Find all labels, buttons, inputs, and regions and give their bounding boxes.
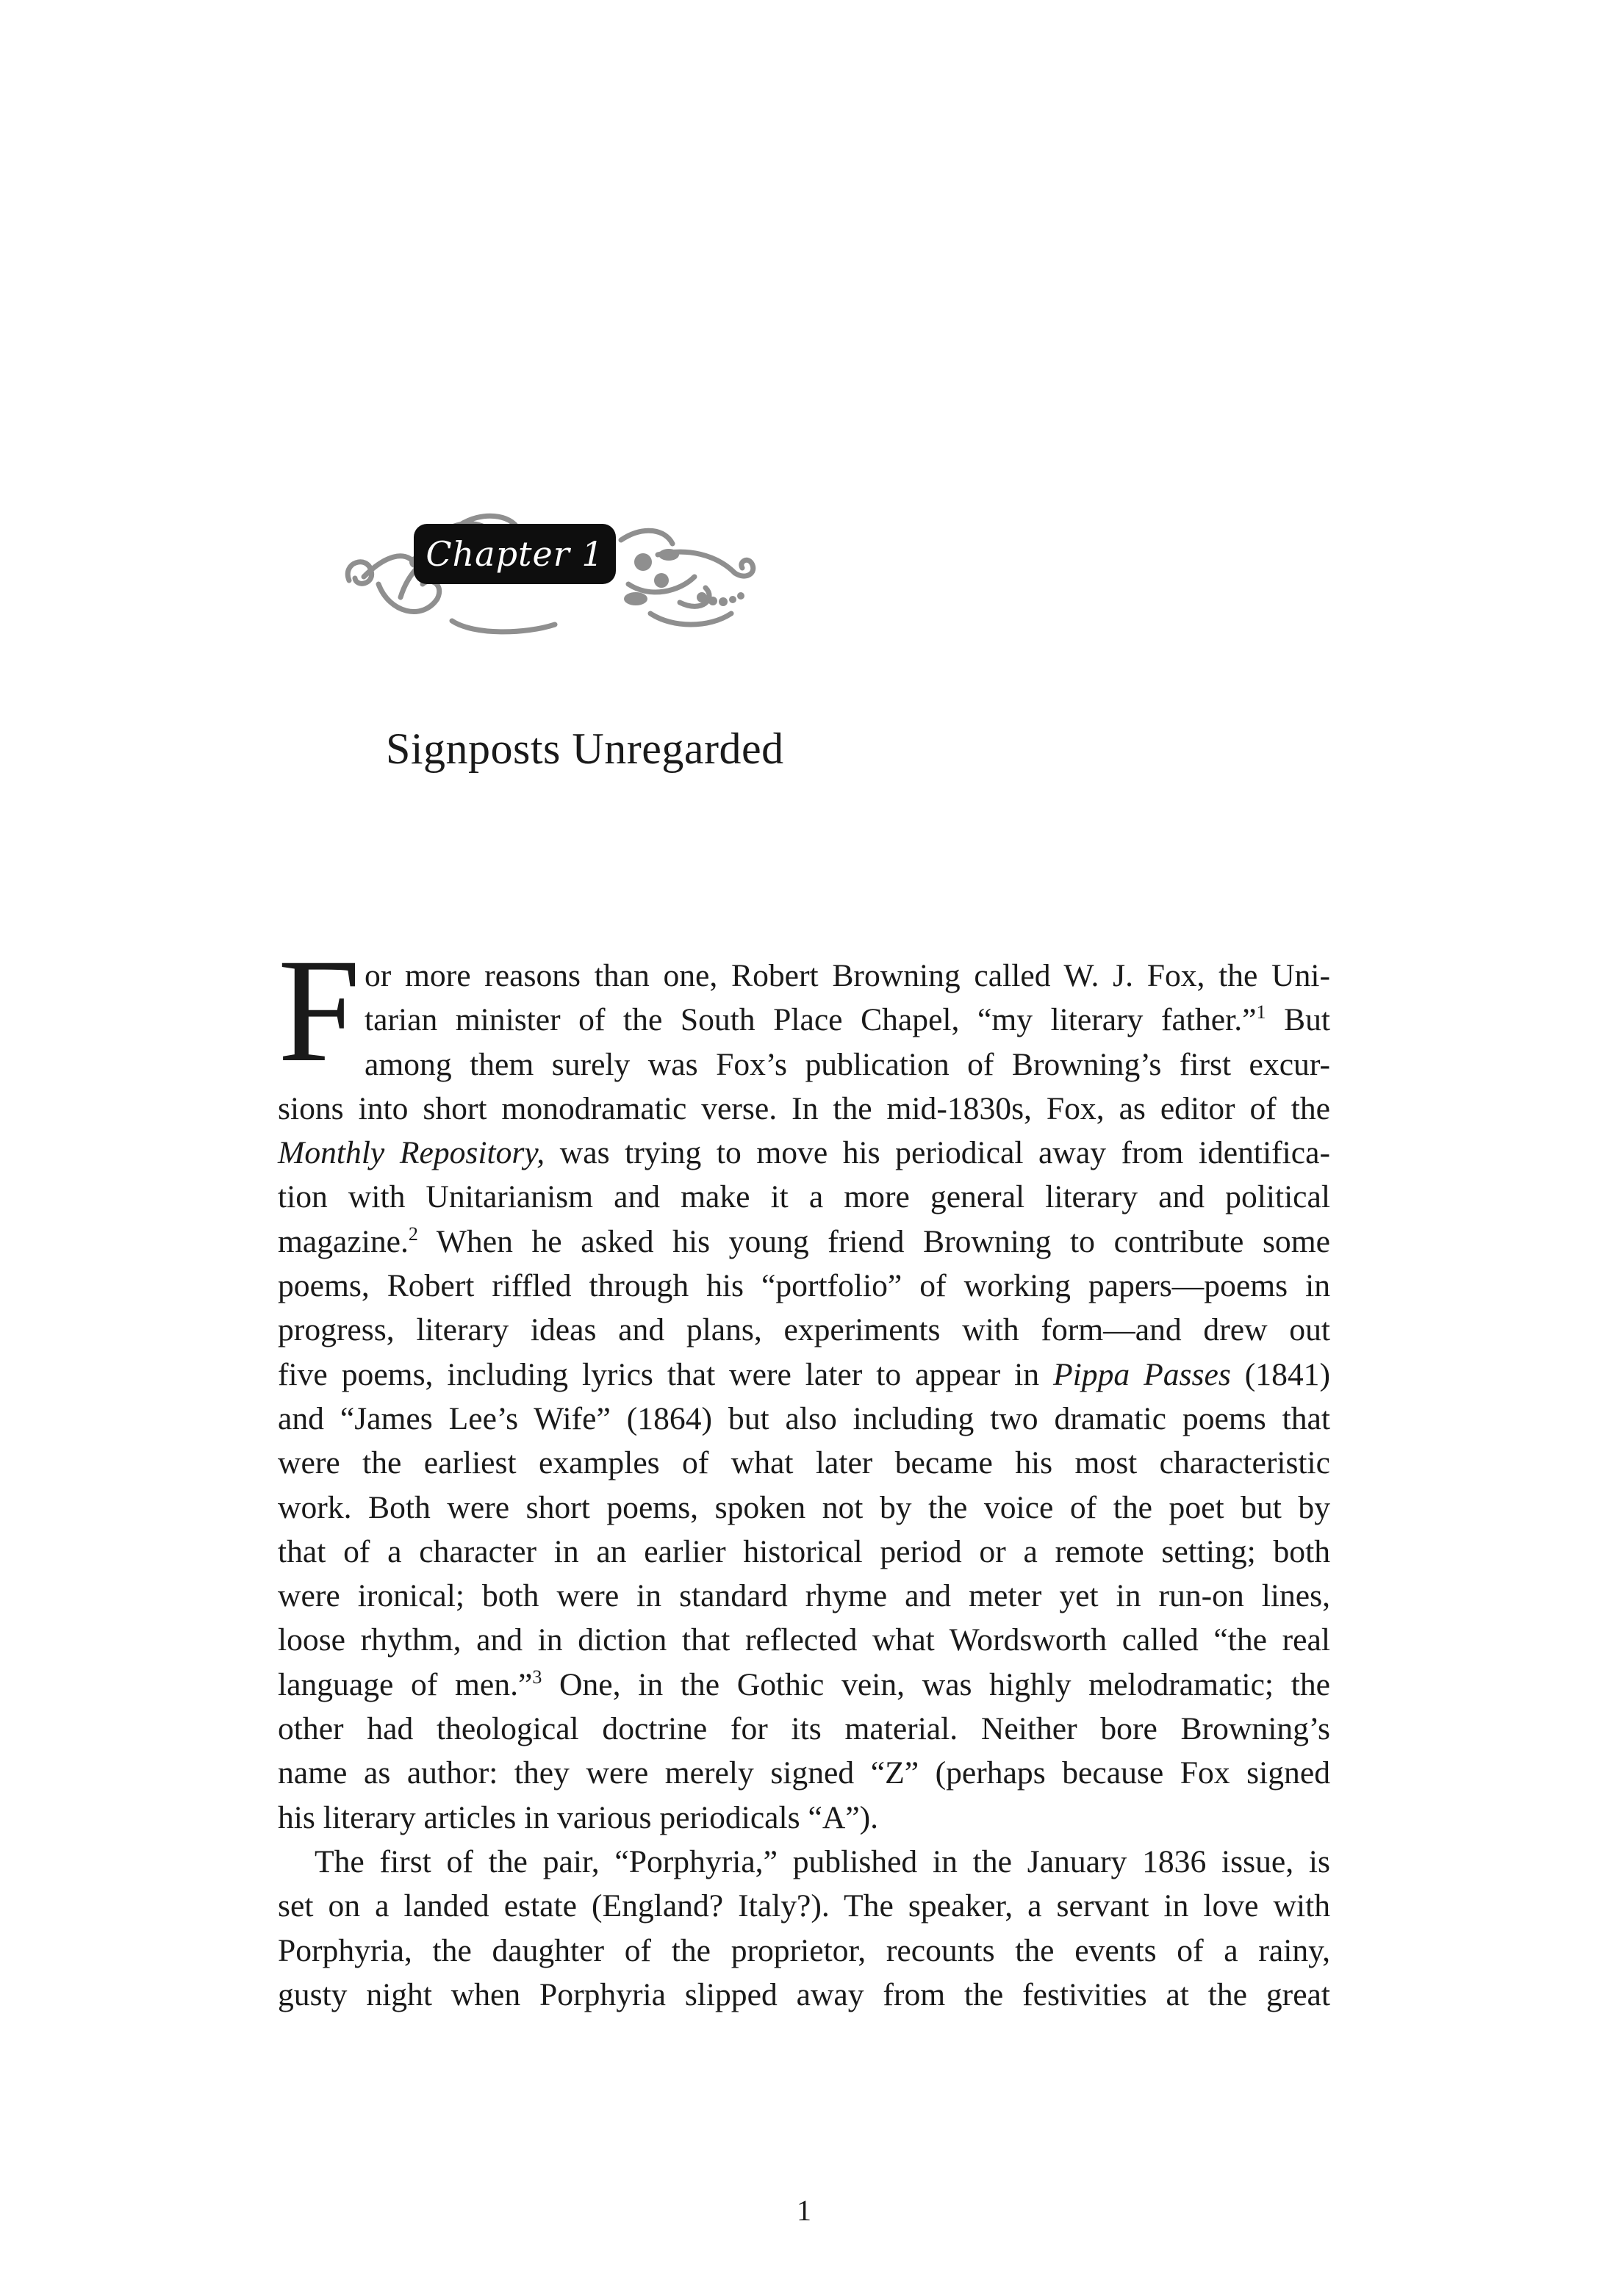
text-line: or more reasons than one, Robert Browning called W. J. Fox, the Uni- [365, 958, 1330, 993]
text-line: poems, Robert riffled through his “portfolio” of working papers—poems in [278, 1268, 1330, 1304]
footnote-marker[interactable]: 2 [408, 1223, 418, 1245]
footnote-marker[interactable]: 3 [532, 1666, 542, 1688]
text-line: were ironical; both were in standard rhyme and meter yet in run-on lines, [278, 1578, 1330, 1614]
text-line: set on a landed estate (England? Italy?). The speaker, a servant in love with [278, 1888, 1330, 1924]
text-line: tion with Unitarianism and make it a more general literary and political [278, 1179, 1330, 1215]
text-line: and “James Lee’s Wife” (1864) but also including two dramatic poems that [278, 1400, 1330, 1436]
chapter-label-text: Chapter 1 [426, 534, 604, 574]
text-line: other had theological doctrine for its material. Neither bore Browning’s [278, 1711, 1330, 1747]
text-line: sions into short monodramatic verse. In the mid-1830s, Fox, as editor of the [278, 1090, 1330, 1126]
text-line: among them surely was Fox’s publication of Browning’s first excur- [365, 1046, 1330, 1082]
text-line: that of a character in an earlier historical period or a remote setting; both [278, 1533, 1330, 1569]
page-number: 1 [797, 2194, 811, 2227]
text-line: language of men.”$^3$ One, in the Gothic vein, was highly melodramatic; the [278, 1666, 1330, 1702]
text-line: progress, literary ideas and plans, experiments with form—and drew out [278, 1312, 1330, 1348]
text-line: The first of the pair, “Porphyria,” published in the January 1836 issue, is [315, 1843, 1330, 1879]
text-line: were the earliest examples of what later became his most characteristic [278, 1445, 1330, 1481]
chapter-label-badge [414, 524, 616, 584]
body-text [278, 954, 1330, 2017]
text-line: magazine.$^2$ When he asked his young friend Browning to contribute some [278, 1223, 1330, 1259]
text-line: five poems, including lyrics that were later to appear in Pippa Passes (1841) [278, 1356, 1330, 1392]
text-line: gusty night when Porphyria slipped away from the festivities at the great [278, 1976, 1330, 2012]
chapter-title: Signposts Unregarded [386, 724, 784, 773]
drop-cap: F [278, 928, 361, 1093]
text-line: name as author: they were merely signed “Z” (perhaps because Fox signed [278, 1755, 1330, 1791]
text-line: Porphyria, the daughter of the proprietor, recounts the events of a rainy, [278, 1932, 1330, 1968]
text-line: loose rhythm, and in diction that reflected what Wordsworth called “the real [278, 1622, 1330, 1658]
footnote-marker[interactable]: 1 [1256, 1001, 1266, 1023]
text-line: his literary articles in various periodicals “A”). [278, 1799, 879, 1835]
text-line: tarian minister of the South Place Chapel, “my literary father.”$^1$ But [365, 1001, 1330, 1038]
text-line: work. Both were short poems, spoken not by the voice of the poet but by [278, 1489, 1330, 1525]
text-line: Monthly Repository, was trying to move his periodical away from identifica- [278, 1135, 1330, 1171]
